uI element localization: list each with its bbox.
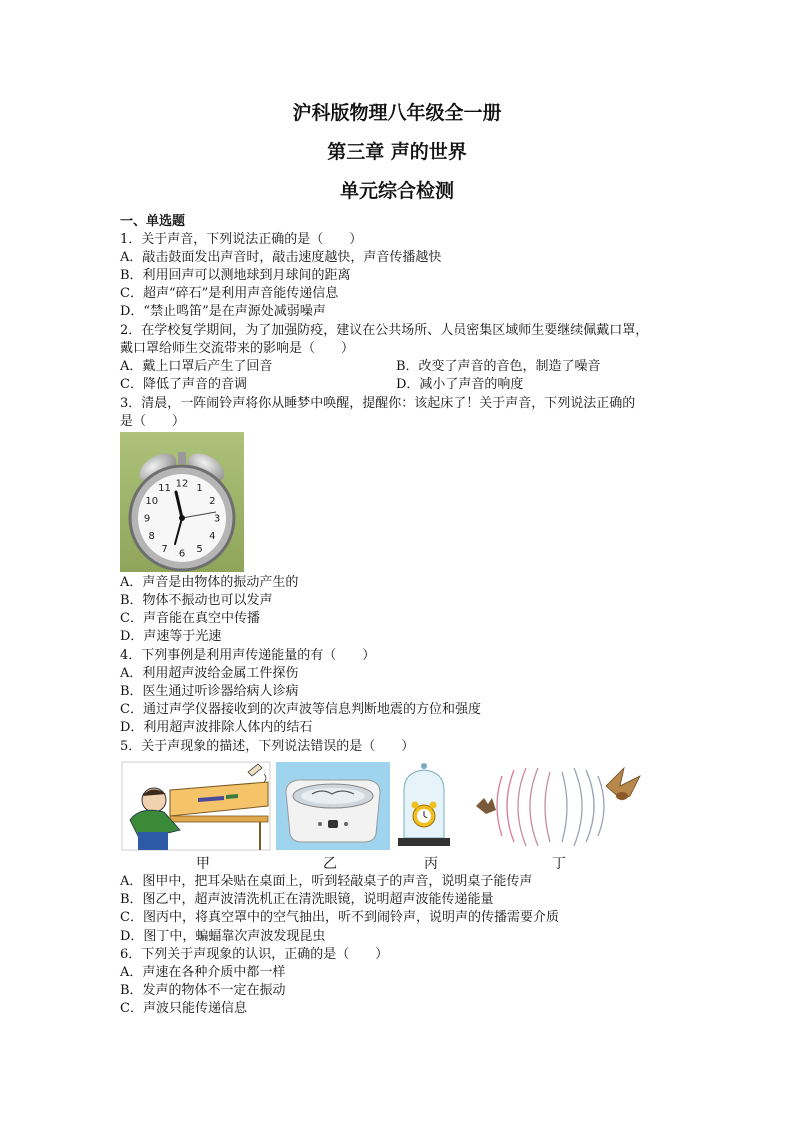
clock-numeral: 9 xyxy=(143,513,151,525)
q3-stem-line2: 是（ ） xyxy=(120,414,186,429)
q6-stem: 6．下列关于声现象的认识，正确的是（ ） xyxy=(120,947,389,962)
q2-option-b: B．改变了声音的音色，制造了噪音 xyxy=(396,359,601,374)
book-title: 沪科版物理八年级全一册 xyxy=(292,102,502,124)
q5-option-d: D．图丁中，蝙蝠靠次声波发现昆虫 xyxy=(120,929,326,944)
clock-numeral: 11 xyxy=(158,483,171,495)
clock-numeral: 2 xyxy=(209,496,216,507)
q6-option-b: B．发声的物体不一定在振动 xyxy=(120,983,286,998)
q2-stem-line1: 2．在学校复学期间，为了加强防疫，建议在公共场所、人员密集区域师生要继续佩戴口罩， xyxy=(120,323,649,338)
q2-stem-line2: 戴口罩给师生交流带来的影响是（ ） xyxy=(120,341,355,356)
alarm-clock-image xyxy=(120,432,244,572)
clock-numeral: 1 xyxy=(196,483,203,495)
q5-stem: 5．关于声现象的描述，下列说法错误的是（ ） xyxy=(120,739,415,754)
clock-numeral: 5 xyxy=(196,543,203,555)
q3-option-a: A．声音是由物体的振动产生的 xyxy=(120,575,299,590)
q4-option-a: A．利用超声波给金属工件探伤 xyxy=(120,666,299,681)
q1-stem: 1．关于声音，下列说法正确的是（ ） xyxy=(120,232,363,247)
q1-option-a: A．敲击鼓面发出声音时，敲击速度越快，声音传播越快 xyxy=(120,250,442,265)
q4-stem: 4．下列事例是利用声传递能量的有（ ） xyxy=(120,648,376,663)
clock-numeral: 4 xyxy=(209,531,216,542)
unit-title: 单元综合检测 xyxy=(339,180,454,202)
q3-option-b: B．物体不振动也可以发声 xyxy=(120,593,273,608)
q5-option-a: A．图甲中，把耳朵贴在桌面上，听到轻敲桌子的声音，说明桌子能传声 xyxy=(120,874,533,889)
q1-option-d: D．“禁止鸣笛”是在声源处减弱噪声 xyxy=(120,304,326,319)
q3-option-c: C．声音能在真空中传播 xyxy=(120,611,260,626)
section-heading: 一、单选题 xyxy=(120,214,186,229)
q2-option-c: C．降低了声音的音调 xyxy=(120,377,247,392)
caption-yi: 乙 xyxy=(323,856,337,872)
q1-option-b: B．利用回声可以测地球到月球间的距离 xyxy=(120,268,351,283)
clock-numeral: 3 xyxy=(213,513,221,525)
q5-option-b: B．图乙中，超声波清洗机正在清洗眼镜，说明超声波能传递能量 xyxy=(120,892,494,907)
caption-ding: 丁 xyxy=(552,856,566,872)
q1-option-c: C．超声“碎石”是利用声音能传递信息 xyxy=(120,286,339,301)
clock-numeral: 8 xyxy=(148,531,155,542)
q4-option-d: D．利用超声波排除人体内的结石 xyxy=(120,720,313,735)
q6-option-a: A．声速在各种介质中都一样 xyxy=(120,965,286,980)
clock-numeral: 7 xyxy=(161,543,168,555)
figure-ding-bat-echolocation xyxy=(474,762,642,850)
q5-option-c: C．图丙中，将真空罩中的空气抽出，听不到闹铃声，说明声的传播需要介质 xyxy=(120,910,559,925)
figure-jia-desk-listening xyxy=(120,760,272,852)
q6-option-c: C．声波只能传递信息 xyxy=(120,1001,247,1016)
clock-numeral: 12 xyxy=(175,478,189,490)
q2-option-a: A．戴上口罩后产生了回音 xyxy=(120,359,273,374)
caption-bing: 丙 xyxy=(424,856,438,872)
q4-option-c: C．通过声学仪器接收到的次声波等信息判断地震的方位和强度 xyxy=(120,702,481,717)
q3-stem-line1: 3．清晨，一阵闹铃声将你从睡梦中唤醒，提醒你：该起床了！关于声音，下列说法正确的 xyxy=(120,396,636,411)
chapter-title: 第三章 声的世界 xyxy=(327,141,467,163)
q3-option-d: D．声速等于光速 xyxy=(120,629,222,644)
figure-yi-ultrasonic-cleaner xyxy=(276,762,390,850)
clock-numeral: 10 xyxy=(145,496,159,507)
q4-option-b: B．医生通过听诊器给病人诊病 xyxy=(120,684,299,699)
clock-numeral: 6 xyxy=(178,548,186,560)
q2-option-d: D．减小了声音的响度 xyxy=(396,377,524,392)
figure-bing-bell-jar xyxy=(396,760,452,850)
caption-jia: 甲 xyxy=(196,856,210,872)
